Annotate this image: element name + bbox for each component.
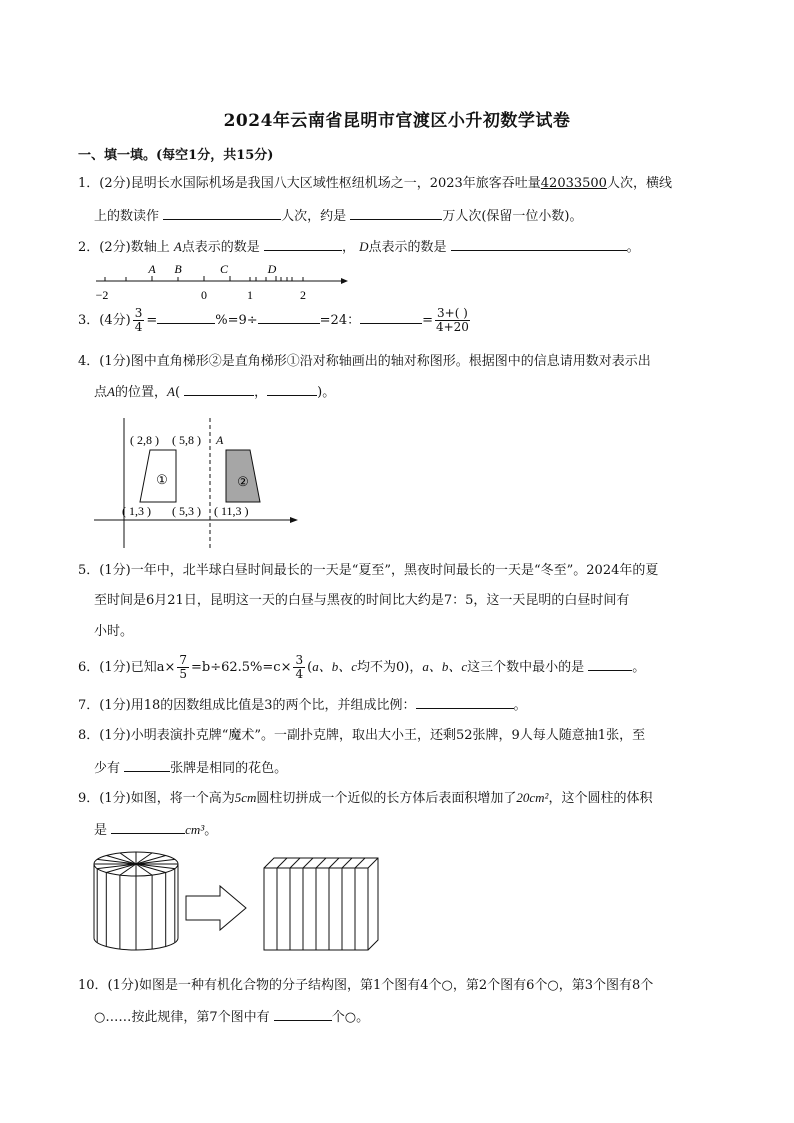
question-text: 人次，横线 bbox=[606, 176, 672, 191]
question-text: 。 bbox=[626, 240, 640, 255]
tick-label-2: 2 bbox=[300, 288, 306, 302]
question-text: 的位置， bbox=[114, 385, 167, 400]
question-label: 9．(1分) bbox=[78, 791, 131, 806]
answer-blank[interactable] bbox=[264, 238, 342, 251]
question-label: 3．(4分) bbox=[78, 313, 131, 328]
question-5-line-3: 小时。 bbox=[94, 624, 134, 639]
question-text: 点 bbox=[94, 385, 108, 400]
equals-sign: = bbox=[146, 313, 158, 328]
fraction-numerator: 3+( ) bbox=[437, 306, 468, 320]
point-label-A: A bbox=[148, 262, 156, 276]
number-line bbox=[90, 259, 360, 307]
question-text: 少有 bbox=[94, 761, 121, 776]
question-text: 如图，将一个高为 bbox=[130, 791, 235, 806]
number-line-ticks bbox=[105, 276, 303, 281]
point-name: D bbox=[359, 239, 369, 254]
tick-label-0: 0 bbox=[201, 288, 207, 302]
question-text: ○……按此规律，第7个图中有 bbox=[94, 1010, 270, 1025]
tick-label-minus-2: −2 bbox=[95, 288, 109, 302]
question-8-line-2 bbox=[94, 759, 287, 777]
question-text: %=9÷ bbox=[215, 313, 258, 328]
question-text: 图中直角梯形②是直角梯形①沿对称轴画出的轴对称图形。根据图中的信息请用数对表示出 bbox=[130, 354, 651, 369]
question-10-line-2 bbox=[94, 1008, 369, 1026]
answer-blank[interactable] bbox=[267, 383, 317, 396]
point-name: A bbox=[173, 239, 182, 254]
answer-blank[interactable] bbox=[360, 311, 422, 324]
fraction-numerator: 7 bbox=[179, 653, 187, 667]
point-name: A bbox=[107, 384, 115, 399]
tick-label-1: 1 bbox=[247, 288, 253, 302]
question-text: 点表示的数是 bbox=[181, 240, 260, 255]
question-text: 个○。 bbox=[331, 1010, 370, 1025]
question-5-line-1 bbox=[78, 563, 658, 579]
question-label: 7．(1分) bbox=[78, 698, 131, 713]
question-label: 1．(2分) bbox=[78, 176, 131, 191]
slice-top-line bbox=[316, 858, 326, 868]
cylinder-to-cuboid-figure bbox=[88, 846, 398, 958]
equals-sign: = bbox=[422, 313, 433, 328]
area-value: 20cm² bbox=[516, 790, 549, 805]
x-axis-arrow bbox=[290, 517, 298, 523]
answer-blank[interactable] bbox=[163, 207, 281, 220]
question-text: 是 bbox=[94, 823, 108, 838]
point-label-5-8: ( 5,8 ) bbox=[172, 433, 201, 447]
question-3-line bbox=[78, 306, 472, 336]
cylinder bbox=[94, 852, 178, 950]
point-name: A bbox=[166, 384, 175, 399]
answer-blank[interactable] bbox=[451, 238, 627, 251]
number-line-arrow bbox=[341, 278, 348, 284]
point-label-11-3: ( 11,3 ) bbox=[214, 504, 249, 518]
question-text: ( bbox=[174, 385, 181, 400]
question-label: 2．(2分) bbox=[78, 240, 131, 255]
question-text: =24： bbox=[319, 313, 361, 328]
slice-top-line bbox=[329, 858, 339, 868]
question-text: 。 bbox=[204, 823, 218, 838]
question-9-line-1 bbox=[78, 790, 652, 807]
cuboid bbox=[264, 858, 378, 950]
answer-blank[interactable] bbox=[157, 311, 215, 324]
trapezoid-figure bbox=[90, 414, 310, 552]
fraction-3-4 bbox=[293, 654, 305, 681]
underlined-number: 42033500 bbox=[540, 176, 607, 191]
shape-label-2: ② bbox=[237, 475, 249, 490]
volume-unit: cm³ bbox=[185, 822, 205, 837]
question-5-line-2: 至时间是6月21日，昆明这一天的白昼与黑夜的时间比大约是7：5，这一天昆明的白昼时间有 bbox=[94, 593, 630, 608]
question-text: ( bbox=[307, 660, 313, 675]
question-label: 4．(1分) bbox=[78, 354, 131, 369]
fraction-numerator: 3 bbox=[295, 653, 304, 667]
point-label-A: A bbox=[216, 433, 224, 447]
question-label: 5．(1分) bbox=[78, 563, 131, 578]
answer-blank[interactable] bbox=[258, 311, 320, 324]
point-label-D: D bbox=[267, 262, 277, 276]
answer-blank[interactable] bbox=[111, 821, 185, 834]
question-label: 10．(1分) bbox=[78, 978, 139, 993]
answer-blank[interactable] bbox=[184, 383, 254, 396]
slice-top-line bbox=[277, 858, 287, 868]
page-title: 2024年云南省昆明市官渡区小升初数学试卷 bbox=[223, 111, 571, 131]
question-text: 用18的因数组成比值是3的两个比，并组成比例： bbox=[130, 698, 416, 713]
question-8-line-1 bbox=[78, 728, 645, 744]
question-1-line-1 bbox=[78, 176, 672, 192]
answer-blank[interactable] bbox=[416, 696, 514, 709]
variables: a、b、c bbox=[422, 659, 468, 674]
question-text: ， bbox=[254, 385, 268, 400]
question-4-line-2 bbox=[94, 383, 335, 401]
question-text: a× bbox=[156, 660, 176, 675]
variables: a、b、c bbox=[312, 659, 357, 674]
fraction-denominator: 4 bbox=[134, 320, 143, 334]
question-label: 8．(1分) bbox=[78, 728, 131, 743]
answer-blank[interactable] bbox=[274, 1008, 332, 1021]
question-text: 人次，约是 bbox=[281, 209, 347, 224]
point-label-C: C bbox=[219, 262, 229, 276]
question-text: 小明表演扑克牌“魔术”。一副扑克牌，取出大小王，还剩52张牌，9人每人随意抽1张，至 bbox=[130, 728, 646, 743]
question-text: 均不为0)， bbox=[356, 660, 423, 675]
fraction-numerator: 3 bbox=[134, 306, 143, 320]
question-text: 昆明长水国际机场是我国八大区域性枢纽机场之一，2023年旅客吞吐量 bbox=[130, 176, 541, 191]
fraction-7-5 bbox=[177, 654, 189, 681]
question-text: 一年中，北半球白昼时间最长的一天是“夏至”，黑夜时间最长的一天是“冬至”。2024年的夏 bbox=[130, 563, 659, 578]
question-text: =b÷62.5%=c× bbox=[191, 660, 292, 675]
question-text: 这三个数中最小的是 bbox=[467, 660, 585, 675]
question-text: 万人次(保留一位小数)。 bbox=[442, 209, 583, 224]
shape-label-1: ① bbox=[156, 473, 168, 488]
question-text: ，这个圆柱的体积 bbox=[548, 791, 653, 806]
slice-top-line bbox=[303, 858, 313, 868]
question-text: 。 bbox=[632, 660, 646, 675]
slice-top-line bbox=[290, 858, 300, 868]
question-text: 点表示的数是 bbox=[368, 240, 447, 255]
slice-top-line bbox=[342, 858, 352, 868]
question-10-line-1 bbox=[78, 978, 653, 994]
answer-blank[interactable] bbox=[350, 207, 442, 220]
question-6-line bbox=[78, 652, 645, 683]
question-text: 上的数读作 bbox=[94, 209, 160, 224]
point-label-1-3: ( 1,3 ) bbox=[122, 504, 151, 518]
point-label-5-3: ( 5,3 ) bbox=[172, 504, 201, 518]
question-text: 。 bbox=[513, 698, 527, 713]
fraction-3-4 bbox=[133, 307, 145, 334]
question-text: ， bbox=[341, 240, 355, 255]
question-text: 张牌是相同的花色。 bbox=[170, 761, 288, 776]
question-label: 6．(1分) bbox=[78, 660, 131, 675]
question-1-line-2 bbox=[94, 207, 582, 225]
question-7-line bbox=[78, 696, 527, 714]
fraction-denominator: 4 bbox=[295, 667, 304, 681]
fraction-denominator: 4+20 bbox=[435, 320, 469, 334]
question-text: )。 bbox=[317, 385, 336, 400]
question-9-line-2 bbox=[94, 821, 217, 839]
answer-blank[interactable] bbox=[124, 759, 170, 772]
arrow-shape bbox=[186, 886, 246, 930]
fraction-denominator: 5 bbox=[179, 667, 187, 681]
point-label-B: B bbox=[174, 262, 182, 276]
question-text: 圆柱切拼成一个近似的长方体后表面积增加了 bbox=[256, 791, 517, 806]
answer-blank[interactable] bbox=[588, 658, 632, 671]
question-text: 如图是一种有机化合物的分子结构图，第1个图有4个○，第2个图有6个○，第3个图有8个 bbox=[138, 978, 654, 993]
point-label-2-8: ( 2,8 ) bbox=[130, 433, 159, 447]
section-heading: 一、填一填。(每空1分，共15分) bbox=[78, 148, 274, 163]
slice-top-line bbox=[355, 858, 365, 868]
fraction-expression bbox=[435, 307, 470, 334]
question-text: 已知 bbox=[130, 660, 157, 675]
question-4-line-1 bbox=[78, 354, 651, 370]
question-2-line-1 bbox=[78, 238, 640, 256]
height-value: 5cm bbox=[234, 790, 257, 805]
question-text: 数轴上 bbox=[130, 240, 170, 255]
